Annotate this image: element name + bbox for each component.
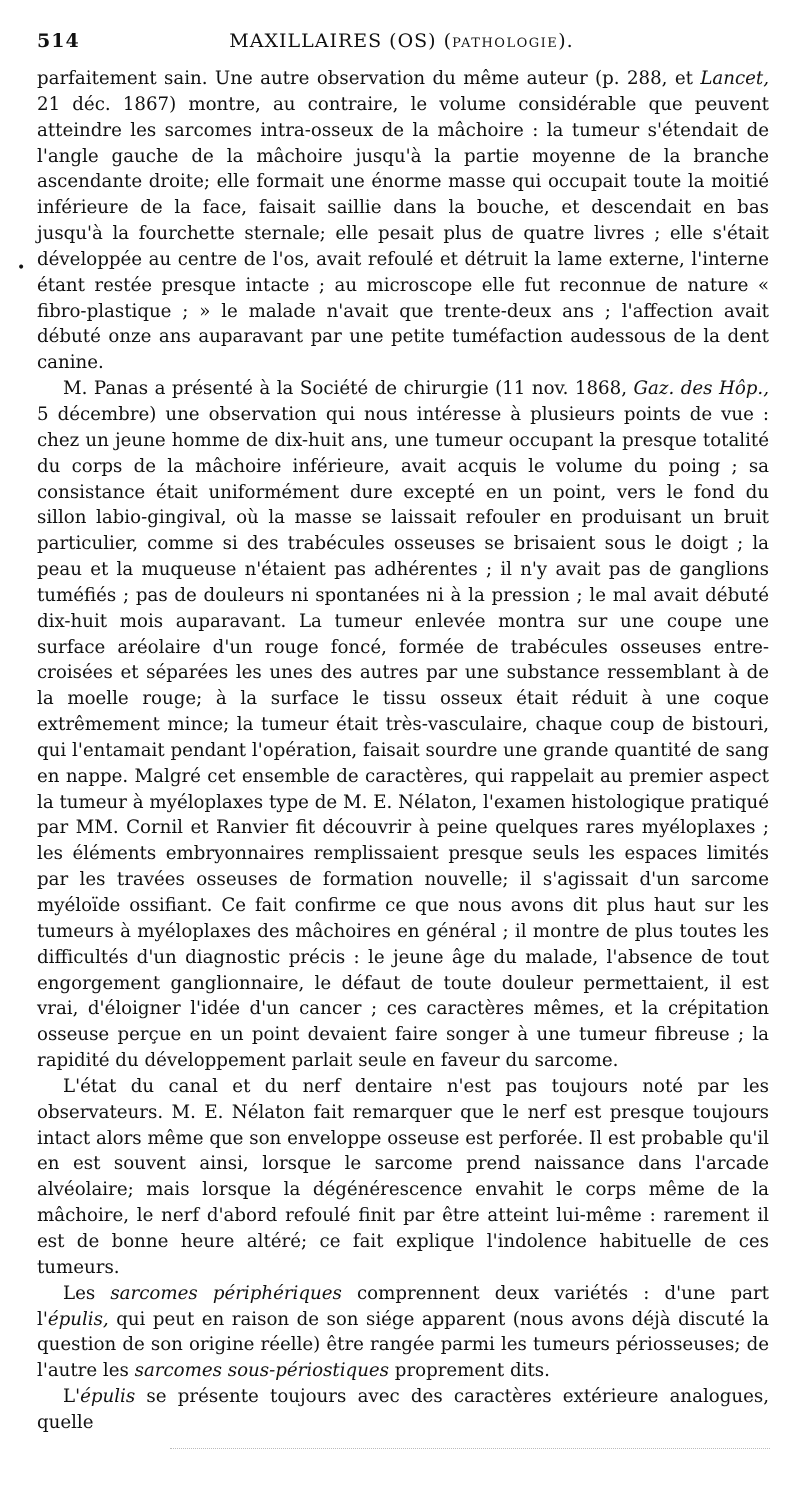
text-run: M. Panas a présenté à la Société de chirurgie (11 nov. 1868,	[63, 378, 634, 400]
text-run: L'état du canal et du nerf dentaire n'est pas toujours noté par les observateurs. M. E. Nélaton fait remarquer que le nerf est presque toujours intact alors même que son enveloppe osseuse est perforée. Il est probable qu'il en est souvent ainsi, lorsque le sarcome prend naissance dans l'arcade alvéolaire; mais lorsque la dégénérescence envahit le corps même de la mâchoire, le nerf d'abord refoulé finit par être atteint lui-même : rarement il est de bonne heure altéré; ce fait explique l'indolence habituelle de ces tumeurs.	[37, 1075, 769, 1278]
text-run: comprennent deux variétés : d'une part l'	[37, 1282, 769, 1330]
title-main: MAXILLAIRES (OS) (	[229, 30, 453, 52]
title-end: ).	[558, 30, 574, 52]
text-run: parfaitement sain. Une autre observation du même auteur (p. 288, et	[37, 68, 701, 89]
text-run: se présente toujours avec des caractères extérieure analogues, quelle	[37, 1386, 769, 1433]
italic-text: Lancet,	[700, 68, 769, 89]
title-small-caps: PATHOLOGIE	[452, 36, 559, 51]
text-run: 5 décembre) une observation qui nous intéresse à plusieurs points de vue : chez un jeune homme de dix-huit ans, une tumeur occupant la presque totalité du corps de la mâchoire inférieure, avait acquis le volume du poing ; sa consistance était uniformément dure excepté en un point, vers le fond du sillon labio-gingival, où la masse se laissait refouler en produisant un bruit particulier, comme si des trabécules osseuses se brisaient sous le doigt ; la peau et la muqueuse n'étaient pas adhérentes ; il n'y avait pas de ganglions tuméfiés ; pas de douleurs ni spontanées ni à la pression ; le mal avait débuté dix-huit mois auparavant. La tumeur enlevée montra sur une coupe une surface aréolaire d'un rouge foncé, formée de trabécules osseuses entre-croisées et séparées les unes des autres par une substance ressemblant à de la moelle rouge; à la surface le tissu osseux était réduit à une coque extrêmement mince; la tumeur était très-vasculaire, chaque coup de bistouri, qui l'entamait pendant l'opération, faisait sourdre une grande quantité de sang en nappe. Malgré cet ensemble de caractères, qui rappelait au premier aspect la tumeur à myéloplaxes type de M. E. Nélaton, l'examen histologique pratiqué par MM. Cornil et Ranvier fit découvrir à peine quelques rares myéloplaxes ; les éléments embryonnaires remplissaient presque seuls les espaces limités par les travées osseuses de formation nouvelle; il s'agissait d'un sarcome myéloïde ossifiant. Ce fait confirme ce que nous avons dit plus haut sur les tumeurs à myéloplaxes des mâchoires en général ; il montre de plus toutes les difficultés d'un diagnostic précis : le jeune âge du malade, l'absence de tout engorgement ganglionnaire, le défaut de toute douleur permettaient, il est vrai, d'éloigner l'idée d'un cancer ; ces caractères mêmes, et la crépitation osseuse perçue en un point devaient faire songer à une tumeur fibreuse ; la rapidité du développement parlait seule en faveur du sarcome.	[37, 403, 769, 1072]
body-text	[37, 66, 769, 1436]
text-run: qui peut en raison de son siége apparent (nous avons déjà discuté la question de son origine réelle) être rangée parmi les tumeurs périosseuses; de l'autre les	[37, 1308, 769, 1382]
text-run: L'	[63, 1386, 81, 1408]
margin-mark: •	[17, 260, 26, 276]
italic-text: Gaz. des Hôp.,	[633, 378, 769, 400]
footer-rule	[170, 1448, 770, 1451]
text-run: proprement dits.	[389, 1360, 550, 1382]
running-title	[37, 30, 766, 52]
paragraph	[37, 1074, 769, 1281]
italic-text: épulis,	[47, 1308, 109, 1330]
italic-text: épulis	[80, 1386, 136, 1408]
italic-text: sarcomes périphériques	[110, 1282, 342, 1304]
running-header	[37, 30, 766, 60]
italic-text: sarcomes sous-périostiques	[134, 1360, 390, 1382]
text-run: 21 déc. 1867) montre, au contraire, le volume considérable que peuvent atteindre les sarcomes intra-osseux de la mâchoire : la tumeur s'étendait de l'angle gauche de la mâchoire jusqu'à la partie moyenne de la branche ascendante droite; elle formait une énorme masse qui occupait toute la moitié inférieure de la face, faisait saillie dans la bouche, et descendait en bas jusqu'à la fourchette sternale; elle pesait plus de quatre livres ; elle s'était développée au centre de l'os, avait refoulé et détruit la lame externe, l'interne étant restée presque intacte ; au microscope elle fut reconnue de nature « fibro-plastique ; » le malade n'avait que trente-deux ans ; l'affection avait débuté onze ans auparavant par une petite tuméfaction audessous de la dent canine.	[37, 93, 769, 374]
text-run: Les	[63, 1282, 111, 1304]
paragraph	[37, 1281, 769, 1384]
paragraph	[37, 66, 769, 376]
paragraph	[37, 376, 769, 1074]
page-number: 514	[37, 30, 80, 52]
paragraph	[37, 1384, 769, 1436]
